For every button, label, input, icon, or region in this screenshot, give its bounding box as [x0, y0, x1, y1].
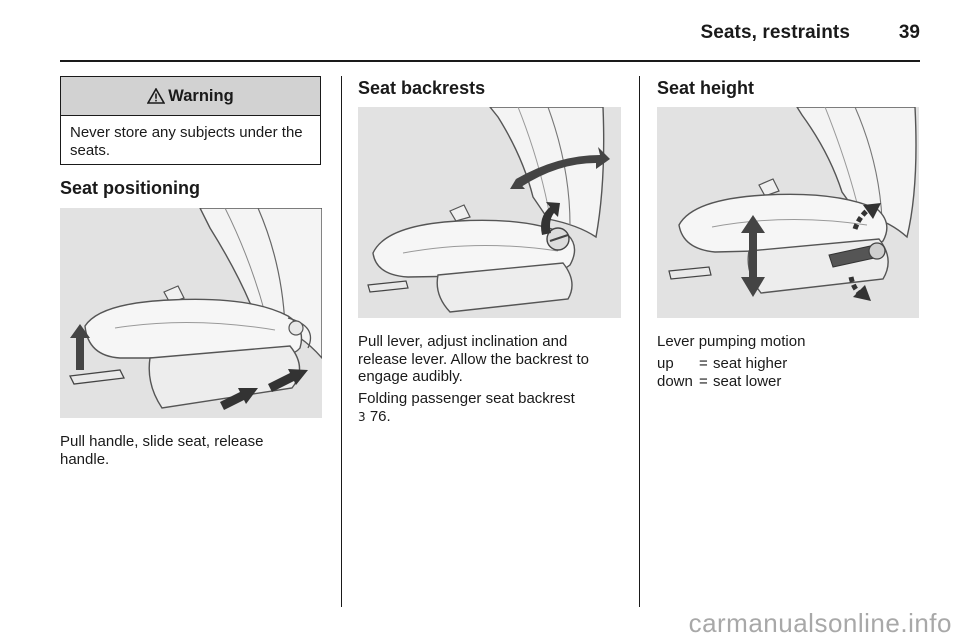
- page-ref-arrow: 3: [358, 409, 366, 424]
- seat-backrests-text1: Pull lever, adjust inclination and release lever. Allow the backrest to engage audibly.: [358, 333, 589, 385]
- seat-positioning-caption: Pull handle, slide seat, release handle.: [60, 433, 264, 468]
- legend-key: down: [657, 373, 693, 390]
- folding-seat-text: Folding passenger seat backrest: [358, 390, 575, 407]
- seat-height-illustration: [657, 107, 919, 318]
- legend-row: [657, 373, 787, 391]
- warning-title: Warning: [168, 86, 234, 105]
- column-divider: [341, 76, 342, 607]
- warning-icon: [147, 88, 165, 104]
- warning-header: [61, 77, 320, 116]
- watermark: carmanualsonline.info: [688, 608, 952, 638]
- header-rule: [60, 60, 920, 62]
- seat-height-heading: Seat height: [657, 78, 755, 98]
- page-ref-link[interactable]: 76.: [369, 407, 391, 425]
- legend-row: [657, 355, 787, 373]
- seat-positioning-heading: Seat positioning: [60, 178, 201, 198]
- column-divider: [639, 76, 640, 607]
- warning-text: Never store any subjects under the seats.: [70, 124, 303, 159]
- legend-value: seat higher: [713, 355, 788, 372]
- legend-value: seat lower: [713, 373, 782, 390]
- seat-positioning-illustration: [60, 208, 322, 418]
- page-number: 39: [898, 22, 920, 43]
- legend-equals: =: [699, 373, 708, 390]
- seat-backrests-text2: [358, 390, 618, 426]
- seat-backrests-illustration: [358, 107, 621, 318]
- page-header-title: Seats, restraints: [700, 22, 850, 43]
- seat-height-legend: [657, 355, 787, 391]
- warning-box: [60, 76, 321, 165]
- legend-key: up: [657, 355, 674, 372]
- legend-equals: =: [699, 355, 708, 372]
- seat-height-caption: Lever pumping motion: [657, 333, 806, 350]
- seat-backrests-heading: Seat backrests: [358, 78, 486, 98]
